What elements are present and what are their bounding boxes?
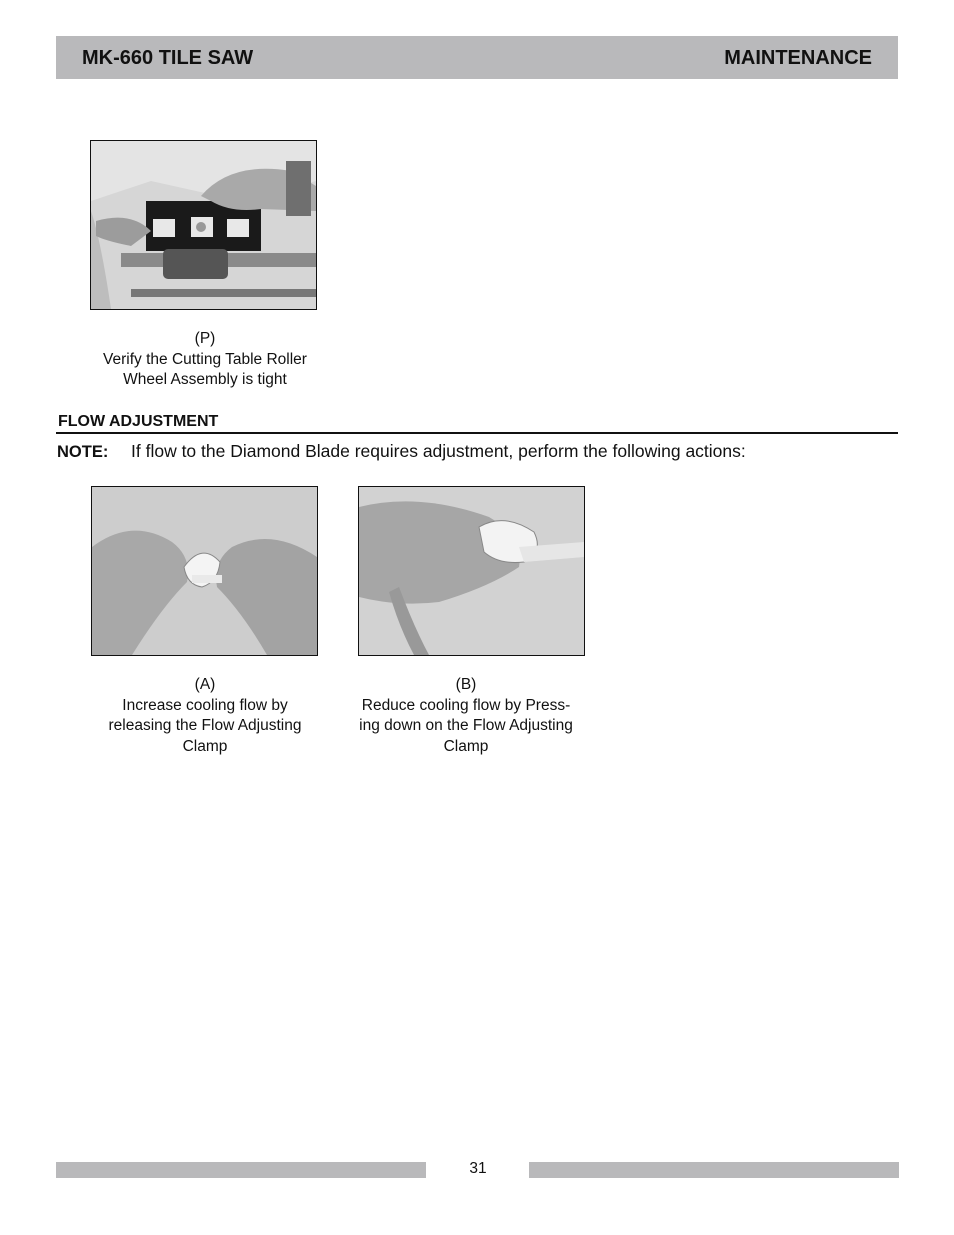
figure-p-caption-line1: Verify the Cutting Table Roller bbox=[103, 350, 307, 368]
roller-wheel-photo bbox=[90, 140, 317, 310]
flow-clamp-release-photo bbox=[91, 486, 318, 656]
figure-a-caption bbox=[90, 675, 320, 757]
flow-clamp-press-photo bbox=[358, 486, 585, 656]
figure-p-caption bbox=[90, 329, 320, 391]
footer-bar-left bbox=[56, 1162, 426, 1178]
figure-p-caption-line2: Wheel Assembly is tight bbox=[123, 371, 287, 388]
figure-a-caption-line1: Increase cooling flow by bbox=[122, 696, 288, 714]
footer-bar-right bbox=[529, 1162, 899, 1178]
figure-a-label: (A) bbox=[194, 676, 216, 693]
section-heading: MAINTENANCE bbox=[724, 47, 872, 69]
note-text: If flow to the Diamond Blade requires adjustment, perform the following actions: bbox=[131, 441, 746, 461]
flow-adjustment-heading: FLOW ADJUSTMENT bbox=[58, 413, 219, 430]
document-title: MK-660 TILE SAW bbox=[82, 47, 254, 69]
section-divider bbox=[56, 432, 898, 434]
figure-a-caption-line2: releasing the Flow Adjusting bbox=[108, 717, 302, 734]
page-number: 31 bbox=[469, 1160, 487, 1177]
figure-b-caption bbox=[345, 675, 587, 757]
figure-b-caption-line3: Clamp bbox=[443, 737, 489, 755]
figure-p-label: (P) bbox=[194, 330, 216, 347]
note-label: NOTE: bbox=[57, 443, 109, 461]
figure-b-label: (B) bbox=[455, 676, 477, 693]
figure-b-caption-line1: Reduce cooling flow by Press- bbox=[361, 696, 571, 714]
figure-b-caption-line2: ing down on the Flow Adjusting bbox=[359, 717, 573, 734]
figure-a-caption-line3: Clamp bbox=[182, 737, 228, 755]
